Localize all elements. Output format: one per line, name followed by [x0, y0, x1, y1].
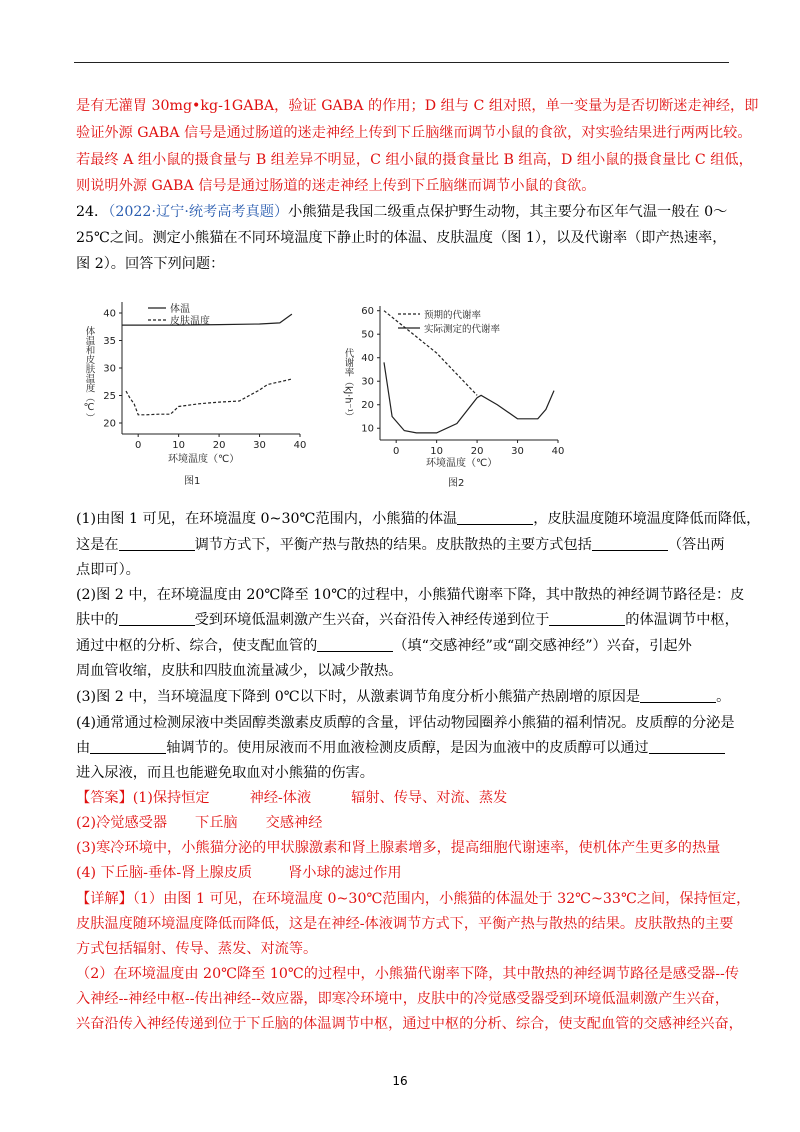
answer-4b: 肾小球的滤过作用 [288, 865, 402, 881]
q1-text-e: （答出两 [667, 537, 725, 553]
fig2-xlabel: 环境温度（℃） [426, 458, 498, 469]
q2-text-b: 受到环境低温刺激产生兴奋，兴奋沿传入神经传递到位于 [194, 612, 550, 628]
explain-line-5: 入神经--神经中枢--传出神经--效应器，即寒冷环境中，皮肤中的冷觉感受器受到环境低温刺激产生兴奋， [76, 991, 730, 1007]
q2-line-3 [76, 636, 692, 656]
answer-2a: (2)冷觉感受器 [76, 815, 168, 831]
q2-line-4: 周血管收缩，皮肤和四肢血流量减少，以减少散热。 [76, 663, 403, 679]
explain-line-3: 方式包括辐射、传导、蒸发、对流等。 [76, 941, 318, 957]
q2-text-e: （填“交感神经”或“副交感神经”）兴奋，引起外 [393, 638, 692, 654]
answer-tag: 【答案】 [76, 790, 133, 806]
answer-line-1 [76, 788, 507, 808]
q1-line-2 [76, 535, 725, 555]
question-line-3: 图 2）。回答下列问题： [76, 256, 225, 272]
fig1-xtick-label: 20 [212, 440, 226, 451]
intro-line-3: 若最终 A 组小鼠的摄食量与 B 组差异不明显，C 组小鼠的摄食量比 B 组高，D 组小鼠的摄食量比 C 组低， [76, 152, 753, 168]
q4-text-b: 轴调节的。使用尿液而不用血液检测皮质醇，是因为血液中的皮质醇可以通过 [166, 740, 649, 756]
q2-text-a: 肤中的 [76, 612, 119, 628]
fig1-xlabel: 环境温度（℃） [168, 454, 240, 465]
fig2-ytick-label: 10 [361, 423, 374, 435]
fig1-legend-skin: 皮肤温度 [170, 316, 210, 327]
q1-text-a: (1)由图 1 可见，在环境温度 0~30℃范围内，小熊猫的体温 [76, 511, 458, 527]
page-number: 16 [392, 1074, 408, 1088]
fig2-caption: 图2 [448, 478, 465, 489]
fig1-xtick-label: 0 [134, 440, 142, 451]
fig1-ytick-label: 35 [103, 336, 116, 347]
intro-line-1: 是有无灌胃 30mg•kg-1GABA，验证 GABA 的作用；D 组与 C 组对照，单一变量为是否切断迷走神经，即 [76, 98, 759, 114]
figure-1 [80, 292, 320, 492]
question-source: （2022·辽宁·统考高考真题） [108, 204, 289, 220]
question-number: 24． [76, 204, 109, 220]
fig2-xtick-label: 0 [392, 446, 400, 457]
q1-line-1 [76, 509, 760, 529]
fig1-caption: 图1 [184, 476, 201, 487]
fig2-xtick-label: 20 [470, 446, 484, 457]
answer-4a: (4) 下丘脑-垂体-肾上腺皮质 [76, 865, 253, 881]
intro-line-4: 则说明外源 GABA 信号是通过肠道的迷走神经上传到下丘脑继而调节小鼠的食欲。 [76, 178, 596, 194]
q4-blank-2[interactable] [649, 738, 725, 754]
fig2-legend-pred: 预期的代谢率 [424, 310, 482, 321]
fig1-ytick-label: 20 [103, 418, 116, 430]
fig2-xtick-label: 40 [551, 446, 565, 457]
explain-tag: 【详解】 [76, 891, 133, 907]
answer-1b: 神经-体液 [249, 790, 312, 806]
fig2-legend-actual: 实际测定的代谢率 [424, 324, 501, 335]
q1-text-b: ，皮肤温度随环境温度降低而降低， [533, 511, 761, 527]
question-line-2: 25℃之间。测定小熊猫在不同环境温度下静止时的体温、皮肤温度（图 1），以及代谢率（即产热速率， [76, 230, 727, 246]
q4-line-3: 进入尿液，而且也能避免取血对小熊猫的伤害。 [76, 765, 374, 781]
fig1-xtick-label: 10 [172, 440, 186, 451]
answer-line-3: (3)寒冷环境中，小熊猫分泌的甲状腺激素和肾上腺素增多，提高细胞代谢速率，使机体产生更多的热量 [76, 840, 721, 856]
intro-line-2: 验证外源 GABA 信号是通过肠道的迷走神经上传到下丘脑继而调节小鼠的食欲，对实验结果进行两两比较。 [76, 125, 752, 141]
fig2-xtick-label: 10 [430, 446, 444, 457]
q2-line-1: (2)图 2 中，在环境温度由 20℃降至 10℃的过程中，小熊猫代谢率下降，其中散热的神经调节路径是：皮 [76, 587, 745, 603]
fig2-series-solid-line [384, 362, 554, 433]
fig1-ylabel: 体温和皮肤温度（℃） [83, 326, 95, 423]
q2-blank-2[interactable] [549, 610, 625, 626]
explain-line-2: 皮肤温度随环境温度降低而降低，这是在神经-体液调节方式下，平衡产热与散热的结果。皮肤散热的主要 [76, 916, 734, 932]
q2-blank-3[interactable] [317, 636, 393, 652]
q2-line-2 [76, 610, 739, 630]
fig2-ytick-label: 40 [361, 353, 374, 365]
fig2-xtick-label: 30 [511, 446, 524, 457]
fig2-ytick-label: 50 [361, 329, 374, 341]
q1-line-3: 点即可）。 [76, 562, 140, 578]
fig2-ylabel: 代谢率（kJ·h⁻¹） [342, 348, 354, 422]
fig1-xtick-label: 30 [253, 440, 266, 451]
fig1-legend-body: 体温 [170, 304, 190, 315]
q1-blank-1[interactable] [457, 509, 533, 525]
q4-blank-1[interactable] [90, 738, 166, 754]
question-text: 小熊猫是我国二级重点保护野生动物，其主要分布区年气温一般在 0～ [288, 204, 728, 220]
q2-text-d: 通过中枢的分析、综合，使支配血管的 [76, 638, 318, 654]
q3-text: (3)图 2 中，当环境温度下降到 0℃以下时，从激素调节角度分析小熊猫产热剧增的原因是 [76, 689, 641, 705]
q4-line-1: (4)通常通过检测尿液中类固醇类激素皮质醇的含量，评估动物园圈养小熊猫的福利情况。皮质醇的分泌是 [76, 715, 735, 731]
answer-1a: (1)保持恒定 [132, 790, 210, 806]
q1-blank-3[interactable] [592, 535, 668, 551]
fig1-series-dashed-line [126, 379, 292, 415]
q1-blank-2[interactable] [119, 535, 195, 551]
answer-2c: 交感神经 [265, 815, 323, 831]
explain-line-1 [76, 889, 750, 909]
answer-2b: 下丘脑 [195, 815, 238, 831]
fig2-ytick-label: 30 [361, 376, 374, 388]
q3-blank[interactable] [640, 687, 716, 703]
q2-blank-1[interactable] [119, 610, 195, 626]
q1-text-c: 这是在 [76, 537, 119, 553]
fig2-ytick-label: 20 [361, 400, 374, 412]
explain-line-6: 兴奋沿传入神经传递到位于下丘脑的体温调节中枢，通过中枢的分析、综合，使支配血管的交感神经兴奋， [76, 1016, 743, 1032]
explain-text-1: （1）由图 1 可见，在环境温度 0~30℃范围内，小熊猫的体温处于 32℃~33℃之间，保持恒定， [132, 891, 751, 907]
question-line-1 [76, 202, 727, 222]
fig1-xtick-label: 40 [293, 440, 307, 451]
q1-text-d: 调节方式下，平衡产热与散热的结果。皮肤散热的主要方式包括 [194, 537, 592, 553]
q3-line [76, 687, 730, 707]
fig1-ytick-label: 40 [103, 308, 116, 320]
fig1-ytick-label: 30 [103, 363, 116, 375]
q4-line-2 [76, 738, 725, 758]
figure-2 [340, 296, 570, 496]
q4-text-a: 由 [76, 740, 91, 756]
q2-text-c: 的体温调节中枢， [625, 612, 739, 628]
explain-line-4: （2）在环境温度由 20℃降至 10℃的过程中，小熊猫代谢率下降，其中散热的神经调节路径是感受器--传 [76, 966, 739, 982]
answer-line-4 [76, 863, 402, 883]
fig1-ytick-label: 25 [103, 391, 116, 402]
header-rule [74, 62, 729, 63]
q3-end: 。 [716, 689, 731, 705]
answer-line-2 [76, 813, 322, 833]
fig2-ytick-label: 60 [361, 306, 374, 318]
answer-1c: 辐射、传导、对流、蒸发 [351, 790, 508, 806]
